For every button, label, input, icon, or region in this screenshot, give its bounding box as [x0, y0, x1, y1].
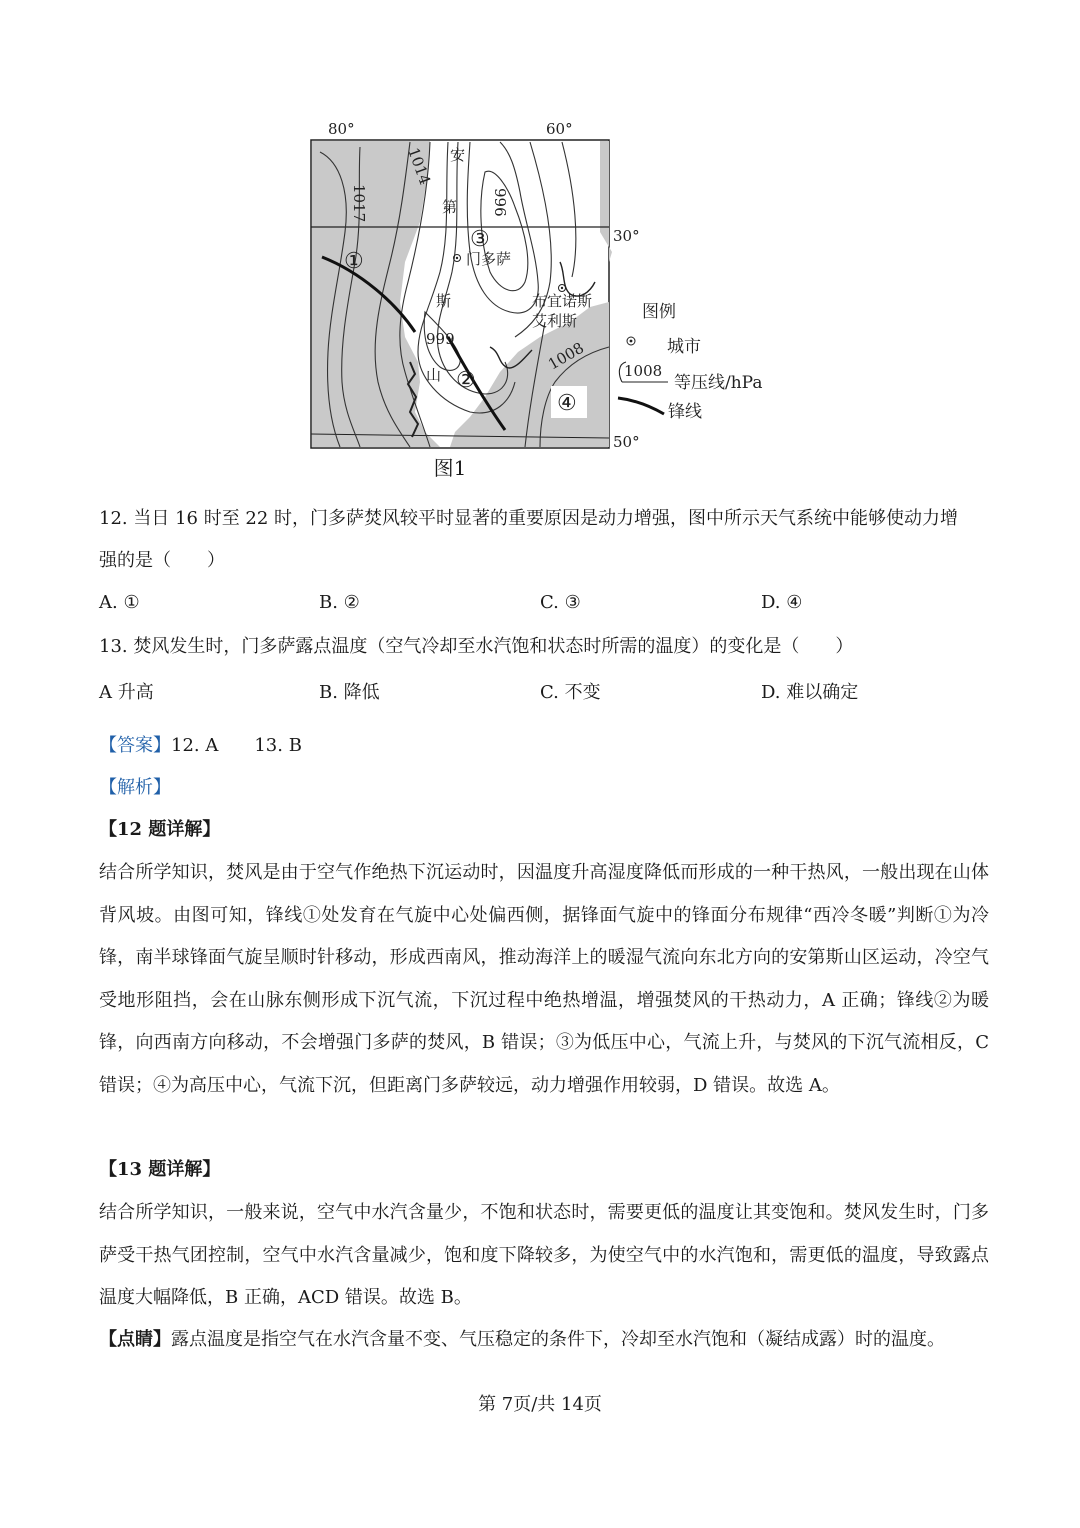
q13-option-a: A 升高 — [99, 682, 154, 703]
isobar-label-1014: 1014 — [404, 145, 435, 188]
isobar-label-999: 999 — [426, 330, 455, 348]
page-footer: 第 7页/共 14页 — [478, 1394, 602, 1415]
lon-label-80: 80° — [328, 120, 355, 138]
tip-tag: 【点睛】 — [99, 1329, 171, 1350]
tip-line — [99, 1319, 989, 1362]
answer-text: 12. A 13. B — [171, 735, 302, 756]
legend-title: 图例 — [642, 302, 676, 322]
legend-city-dot — [630, 340, 633, 343]
place-an: 安 — [450, 146, 466, 164]
q12-options — [99, 592, 989, 622]
q12-stem-line2: 强的是（ ） — [99, 550, 225, 571]
q12-option-b: B. ② — [319, 592, 360, 613]
place-mendoza: 门多萨 — [466, 250, 512, 268]
legend-city-label: 城市 — [667, 337, 701, 357]
weather-map-svg — [300, 112, 780, 492]
isobar-label-1008: 1008 — [545, 338, 588, 374]
detail12-body: 结合所学知识，焚风是由于空气作绝热下沉运动时，因温度升高湿度降低而形成的一种干热风，一般出现在山体背风坡。由图可知，锋线①处发育在气旋中心处偏西侧，据锋面气旋中的锋面分布规律“西冷冬暖”判断①为冷锋，南半球锋面气旋呈顺时针移动，形成西南风，推动海洋上的暖湿气流向东北方向的安第斯山区运动，冷空气受地形阻挡，会在山脉东侧形成下沉气流，下沉过程中绝热增温，增强焚风的干热动力，A 正确；锋线②为暖锋，向西南方向移动，不会增强门多萨的焚风，B 错误；③为低压中心，气流上升，与焚风的下沉气流相反，C 错误；④为高压中心，气流下沉，但距离门多萨较远，动力增强作用较弱，D 错误。故选 A。 — [99, 862, 989, 1096]
city-dot — [456, 257, 458, 259]
tip-text: 露点温度是指空气在水汽含量不变、气压稳定的条件下，冷却至水汽饱和（凝结成露）时的温度。 — [171, 1329, 945, 1350]
q13-option-d: D. 难以确定 — [761, 682, 859, 703]
answer-tag: 【答案】 — [99, 735, 171, 756]
detail13-heading: 【13 题详解】 — [99, 1159, 221, 1180]
marker-4: ④ — [557, 391, 577, 416]
q13-option-b: B. 降低 — [319, 682, 380, 703]
q13-stem: 13. 焚风发生时，门多萨露点温度（空气冷却至水汽饱和状态时所需的温度）的变化是（ ） — [99, 636, 854, 657]
analysis-tag: 【解析】 — [99, 777, 171, 798]
q13-options — [99, 678, 989, 708]
place-di: 第 — [442, 198, 458, 216]
isobar-label-1017: 1017 — [350, 184, 368, 223]
place-buenos: 布宜诺斯 — [532, 292, 593, 310]
city-dot — [561, 287, 563, 289]
legend-isobar-value: 1008 — [624, 362, 663, 380]
lat-label-50: 50° — [613, 433, 640, 451]
lat-label-30: 30° — [613, 227, 640, 245]
q12-option-c: C. ③ — [540, 592, 581, 613]
figure-weather-map — [300, 112, 780, 492]
place-si: 斯 — [436, 292, 452, 310]
figure-caption: 图1 — [433, 456, 467, 480]
lon-label-60: 60° — [546, 120, 573, 138]
detail12-heading: 【12 题详解】 — [99, 819, 221, 840]
place-aires: 艾利斯 — [532, 312, 578, 330]
marker-1: ① — [344, 249, 364, 274]
legend-isobar-label: 等压线/hPa — [674, 373, 763, 393]
q12-stem-line1: 12. 当日 16 时至 22 时，门多萨焚风较平时显著的重要原因是动力增强，图中所示天气系统中能够使动力增 — [99, 508, 959, 529]
legend-front-symbol — [618, 398, 664, 414]
detail13-body: 结合所学知识，一般来说，空气中水汽含量少，不饱和状态时，需要更低的温度让其变饱和。焚风发生时，门多萨受干热气团控制，空气中水汽含量减少，饱和度下降较多，为使空气中的水汽饱和，需更低的温度，导致露点温度大幅降低，B 正确，ACD 错误。故选 B。 — [99, 1202, 989, 1308]
legend-front-label: 锋线 — [668, 402, 702, 422]
q13-option-c: C. 不变 — [540, 682, 601, 703]
q12-option-d: D. ④ — [761, 592, 803, 613]
isobar-label-996: 996 — [491, 188, 509, 217]
marker-3: ③ — [470, 227, 490, 252]
marker-2: ② — [456, 368, 476, 393]
place-shan: 山 — [426, 366, 442, 384]
answer-line — [99, 725, 989, 768]
q12-option-a: A. ① — [99, 592, 140, 613]
